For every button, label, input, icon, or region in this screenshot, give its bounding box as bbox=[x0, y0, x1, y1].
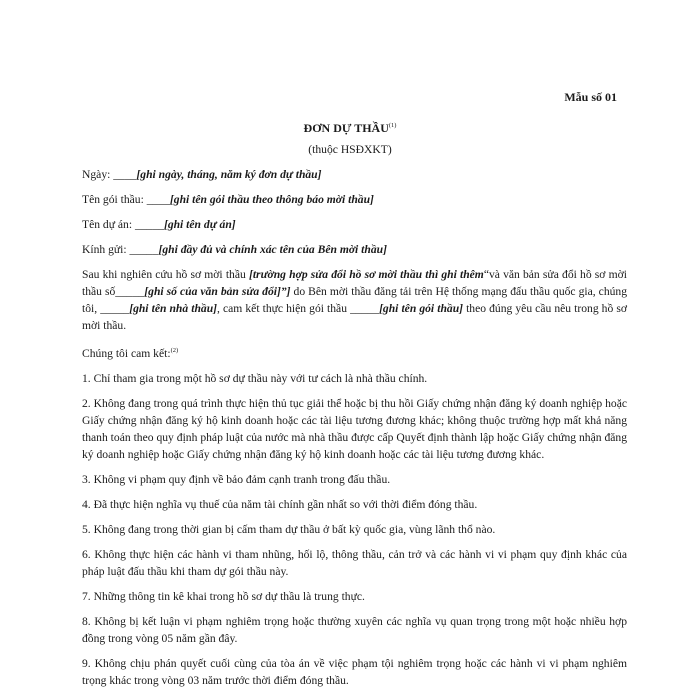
recipient-label: Kính gửi: _____ bbox=[82, 243, 159, 256]
package-line bbox=[82, 191, 627, 208]
intro-hint-3: [ghi tên nhà thầu] bbox=[129, 302, 218, 315]
project-line bbox=[82, 216, 627, 233]
commitment-label: Chúng tôi cam kết: bbox=[82, 347, 171, 360]
document-body bbox=[82, 166, 627, 697]
date-hint: [ghi ngày, tháng, năm ký đơn dự thầu] bbox=[136, 168, 322, 181]
commitment-item-7: 7. Những thông tin kê khai trong hồ sơ dự thầu là trung thực. bbox=[82, 590, 365, 603]
intro-hint-1: [trường hợp sửa đổi hồ sơ mời thầu thì ghi thêm bbox=[248, 268, 484, 281]
intro-text-1: Sau khi nghiên cứu hồ sơ mời thầu bbox=[82, 268, 249, 281]
date-label: Ngày: ____ bbox=[82, 168, 137, 181]
commitment-item-6: 6. Không thực hiện các hành vi tham nhũng, hối lộ, thông thầu, cản trở và các hành vi vi phạm quy định khác của pháp luật đấu thầu khi tham dự gói thầu này. bbox=[82, 548, 627, 578]
recipient-hint: [ghi đầy đủ và chính xác tên của Bên mời thầu] bbox=[158, 243, 387, 256]
project-hint: [ghi tên dự án] bbox=[163, 218, 236, 231]
commitment-item-5: 5. Không đang trong thời gian bị cấm tham dự thầu ở bất kỳ quốc gia, vùng lãnh thổ nào. bbox=[82, 523, 496, 536]
document-title bbox=[0, 117, 700, 137]
document-subtitle: (thuộc HSĐXKT) bbox=[308, 143, 392, 156]
intro-hint-4: [ghi tên gói thầu] bbox=[379, 302, 464, 315]
recipient-line bbox=[82, 241, 627, 258]
intro-hint-2: [ghi số của văn bản sửa đổi]”] bbox=[144, 285, 291, 298]
commitment-item-9: 9. Không chịu phán quyết cuối cùng của tòa án về việc phạm tội nghiêm trọng hoặc các hành vi vi phạm nghiêm trọng khác trong vòng 03 năm trước thời điểm đóng thầu. bbox=[82, 657, 627, 687]
commitment-item-1: 1. Chỉ tham gia trong một hồ sơ dự thầu này với tư cách là nhà thầu chính. bbox=[82, 372, 428, 385]
intro-text-2: “và văn bản sửa đổi hồ sơ mời thầu số_____ bbox=[82, 268, 627, 298]
package-label: Tên gói thầu: ____ bbox=[82, 193, 170, 206]
intro-text-5: theo đúng yêu cầu nêu trong hồ sơ mời thầu. bbox=[82, 302, 627, 332]
commitment-item-4: 4. Đã thực hiện nghĩa vụ thuế của năm tài chính gần nhất so với thời điểm đóng thầu. bbox=[82, 498, 478, 511]
title-footnote-marker: (1) bbox=[388, 122, 397, 129]
commitment-item-8: 8. Không bị kết luận vi phạm nghiêm trọng hoặc thường xuyên các nghĩa vụ quan trọng trong một hoặc nhiều hợp đồng trong vòng 05 năm gần đây. bbox=[82, 615, 627, 645]
date-line bbox=[82, 166, 627, 183]
form-number: Mẫu số 01 bbox=[564, 90, 617, 104]
intro-text-3: do Bên mời thầu đăng tải trên Hệ thống mạng đấu thầu quốc gia, chúng tôi, _____ bbox=[82, 285, 628, 315]
commitment-footnote-marker: (2) bbox=[170, 347, 179, 354]
commitment-item-2: 2. Không đang trong quá trình thực hiện thủ tục giải thể hoặc bị thu hồi Giấy chứng nhận đăng ký doanh nghiệp hoặc Giấy chứng nhận đăng ký hộ kinh doanh hoặc các tài liệu tương đương khác; không thuộc trường hợp mất khả năng thanh toán theo quy định pháp luật của nước mà nhà thầu được cấp Quyết định thành lập hoặc Giấy chứng nhận đăng ký doanh nghiệp hoặc Giấy chứng nhận đăng ký hộ kinh doanh hoặc các tài liệu tương đương khác. bbox=[82, 397, 627, 461]
title-text: ĐƠN DỰ THẦU bbox=[303, 121, 389, 135]
intro-paragraph bbox=[82, 266, 627, 334]
project-label: Tên dự án: _____ bbox=[82, 218, 164, 231]
commitment-heading bbox=[82, 342, 627, 362]
package-hint: [ghi tên gói thầu theo thông báo mời thầu] bbox=[169, 193, 374, 206]
intro-text-4: , cam kết thực hiện gói thầu _____ bbox=[217, 302, 380, 315]
commitment-item-3: 3. Không vi phạm quy định về bảo đảm cạnh tranh trong đấu thầu. bbox=[82, 473, 391, 486]
